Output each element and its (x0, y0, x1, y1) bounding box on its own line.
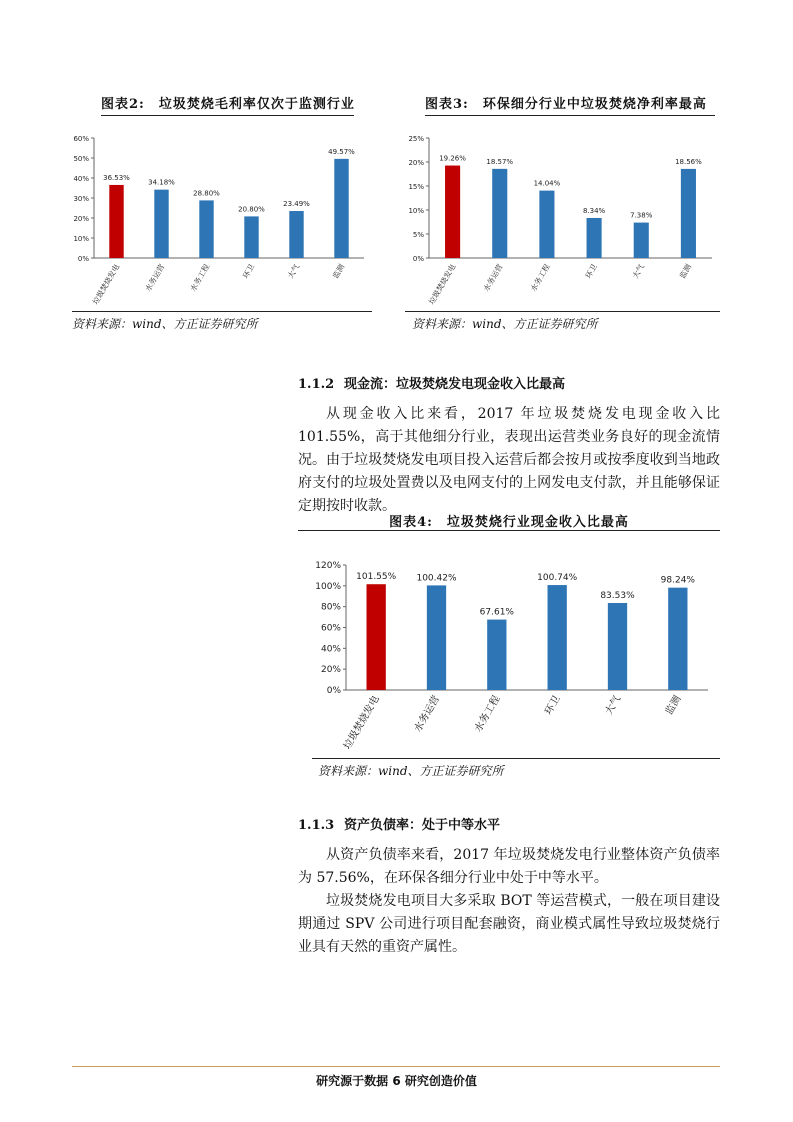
x-category-label: 垃圾焚烧发电 (90, 262, 122, 306)
figure-4-source-rule (312, 758, 720, 759)
figure-2-chart (72, 128, 372, 308)
x-category-label: 水务运营 (481, 262, 505, 293)
bar (154, 190, 168, 258)
bar (487, 620, 506, 690)
y-tick-label: 20% (408, 159, 424, 167)
figure-3-title (425, 93, 715, 116)
bar (492, 169, 507, 258)
bar-value-label: 20.80% (238, 205, 265, 214)
y-tick-label: 100% (315, 581, 341, 592)
section-1-1-2-para-1: 从现金收入比来看，2017 年垃圾焚烧发电现金收入比 101.55%，高于其他细分行业，表现出运营类业务良好的现金流情况。 (298, 406, 720, 468)
y-tick-label: 120% (315, 561, 341, 571)
bar (334, 159, 348, 258)
figure-4-chart (298, 545, 720, 755)
figure-2-source: 资料来源：wind、方正证券研究所 (72, 317, 258, 331)
y-tick-label: 5% (412, 231, 424, 239)
bar (199, 200, 213, 258)
bar-value-label: 18.56% (675, 157, 702, 166)
bar-value-label: 14.04% (533, 179, 561, 188)
x-category-label: 监测 (663, 694, 684, 717)
x-category-label: 水务工程 (528, 262, 552, 293)
bar (587, 218, 602, 258)
x-category-label: 大气 (630, 262, 646, 280)
x-category-label: 监测 (677, 262, 694, 280)
figure-4-caption: 垃圾焚烧行业现金收入比最高 (446, 515, 629, 530)
x-category-label: 环卫 (543, 694, 563, 717)
bar-value-label: 23.49% (283, 200, 310, 209)
bar-value-label: 36.53% (103, 173, 130, 182)
bar-value-label: 49.57% (328, 147, 355, 156)
figure-2-number: 图表2: (101, 97, 145, 112)
y-tick-label: 25% (408, 135, 424, 143)
section-1-1-3-heading (298, 814, 500, 833)
x-category-label: 垃圾焚烧发电 (342, 694, 382, 752)
bar (539, 191, 554, 258)
x-category-label: 水务运营 (412, 694, 443, 735)
bar (367, 584, 386, 690)
figure-4-title-rule (298, 530, 720, 531)
figure-3-number: 图表3: (425, 97, 469, 112)
x-category-label: 环卫 (240, 262, 257, 280)
y-tick-label: 10% (73, 235, 89, 243)
bar-value-label: 18.57% (486, 157, 514, 166)
y-tick-label: 0% (412, 255, 424, 263)
y-tick-label: 60% (320, 623, 341, 634)
bar (244, 216, 258, 258)
figure-3-source: 资料来源：wind、方正证券研究所 (412, 317, 598, 331)
bar-value-label: 98.24% (660, 575, 695, 586)
x-category-label: 监测 (330, 262, 347, 280)
section-1-1-2-title: 现金流：垃圾焚烧发电现金收入比最高 (344, 377, 566, 392)
x-category-label: 水务工程 (188, 262, 212, 293)
bar-value-label: 28.80% (193, 189, 220, 198)
y-tick-label: 80% (320, 602, 341, 613)
section-1-1-3-para-2: 垃圾焚烧发电项目大多采取 BOT 等运营模式，一般在项目建设期通过 SPV 公司进行项目配套融资，商业模式属性导致垃圾焚烧行业具有天然的重资产属性。 (298, 893, 720, 955)
figure-2-svg (72, 128, 372, 308)
section-1-1-3-title: 资产负债率：处于中等水平 (344, 818, 501, 833)
bar-value-label: 34.18% (148, 178, 175, 187)
bar (289, 211, 303, 258)
bar-value-label: 100.42% (416, 573, 457, 584)
x-category-label: 水务运营 (143, 262, 167, 293)
bar-value-label: 100.74% (537, 573, 578, 584)
bar-value-label: 19.26% (439, 154, 466, 163)
bar (634, 223, 649, 258)
x-category-label: 垃圾焚烧发电 (427, 262, 458, 306)
x-category-label: 大气 (603, 694, 624, 717)
figure-3-caption: 环保细分行业中垃圾焚烧净利率最高 (482, 97, 707, 112)
bar-value-label: 67.61% (479, 607, 514, 618)
bar (109, 185, 123, 258)
bar (668, 588, 687, 690)
bar-value-label: 8.34% (582, 206, 606, 215)
figure-4-svg (298, 545, 720, 755)
y-tick-label: 15% (408, 183, 424, 191)
figure-4-source: 资料来源：wind、方正证券研究所 (318, 764, 504, 778)
figure-4-number: 图表4: (389, 515, 433, 530)
figure-2-source-rule (72, 311, 372, 312)
y-tick-label: 40% (73, 175, 89, 183)
figure-2-caption: 垃圾焚烧毛利率仅次于监测行业 (158, 97, 355, 112)
y-tick-label: 60% (73, 135, 89, 143)
footer-text: 研究源于数据 6 研究创造价值 (316, 1074, 477, 1088)
bar (427, 585, 446, 690)
bar-value-label: 101.55% (356, 572, 397, 583)
y-tick-label: 50% (73, 155, 89, 163)
y-tick-label: 10% (408, 207, 424, 215)
footer-rule (72, 1066, 720, 1067)
y-tick-label: 30% (73, 195, 89, 203)
section-1-1-2-number: 1.1.2 (298, 377, 335, 392)
section-1-1-3-number: 1.1.3 (298, 818, 335, 833)
section-1-1-2-heading (298, 373, 565, 392)
bar-value-label: 83.53% (600, 590, 635, 601)
figure-3-chart (405, 128, 720, 308)
figure-2-title (101, 93, 354, 116)
x-category-label: 大气 (285, 262, 302, 280)
y-tick-label: 20% (320, 665, 341, 676)
y-tick-label: 0% (326, 686, 341, 696)
figure-3-svg (405, 128, 720, 308)
section-1-1-2-para-2: 由于垃圾焚烧发电项目投入运营后都会按月或按季度收到当地政府支付的垃圾处置费以及电网支付的上网发电支付款，并且能够保证定期按时收款。 (298, 452, 720, 514)
y-tick-label: 0% (77, 255, 89, 263)
x-category-label: 环卫 (583, 262, 599, 280)
bar (681, 169, 696, 258)
section-1-1-3-para-1: 从资产负债率来看，2017 年垃圾焚烧发电行业整体资产负债率为 57.56%，在环保各细分行业中处于中等水平。 (298, 847, 720, 886)
bar (548, 585, 567, 690)
bar-value-label: 7.38% (630, 211, 653, 220)
y-tick-label: 20% (73, 215, 89, 223)
bar (608, 603, 627, 690)
bar (445, 166, 460, 258)
y-tick-label: 40% (320, 644, 341, 655)
figure-3-source-rule (405, 311, 720, 312)
x-category-label: 水务工程 (472, 694, 503, 735)
